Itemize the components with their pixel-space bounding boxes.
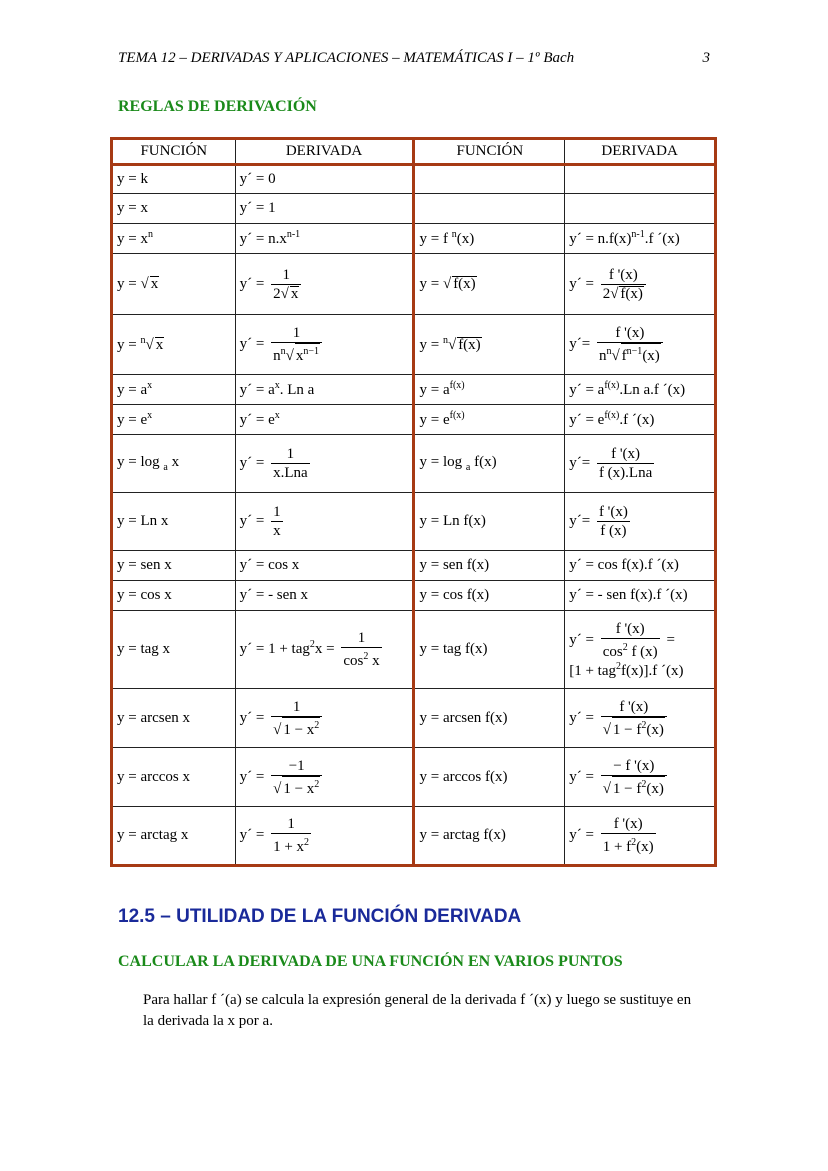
- cell-derivative: y´ = $\frac{f '(x)}{1 + f^2(x)}$: [565, 807, 716, 866]
- table-row: [112, 254, 716, 315]
- cell-function: y = arccos f(x): [414, 748, 565, 807]
- cell-derivative: y´ = - sen x: [235, 581, 414, 611]
- table-row: [112, 807, 716, 866]
- cell-derivative: y´ = 0: [235, 165, 414, 194]
- cell-derivative: y´ = $\frac{1}{2√ x}$: [235, 254, 414, 315]
- cell-function: y = cos x: [112, 581, 236, 611]
- cell-derivative: y´ = $\frac{1}{√ 1 - x^2}$: [235, 689, 414, 748]
- cell-function: [414, 194, 565, 224]
- cell-derivative: y´ = $\frac{1}{1 + x^2}$: [235, 807, 414, 866]
- table-header-row: [112, 139, 716, 165]
- cell-derivative: y´= $\frac{f '(x)}{n^n√ f^{n-1}(x)}$: [565, 315, 716, 375]
- cell-derivative: y´ = - sen f(x).f ´(x): [565, 581, 716, 611]
- cell-function: y = cos f(x): [414, 581, 565, 611]
- table-row: [112, 551, 716, 581]
- cell-function: y = Ln f(x): [414, 493, 565, 551]
- page-number: 3: [702, 50, 710, 66]
- cell-function: y = sen x: [112, 551, 236, 581]
- cell-function: [414, 165, 565, 194]
- cell-derivative: y´ = cos f(x).f ´(x): [565, 551, 716, 581]
- header-function-1: FUNCIÓN: [112, 139, 236, 165]
- table-row: [112, 689, 716, 748]
- cell-derivative: y´ = $e^{f(x)}.f$ ´(x): [565, 405, 716, 435]
- table-row: [112, 748, 716, 807]
- cell-function: y = arctag f(x): [414, 807, 565, 866]
- cell-function: y = k: [112, 165, 236, 194]
- table-row: [112, 581, 716, 611]
- cell-derivative: y´ = $\frac{f '(x)}{\cos^2 f (x)}$ = [1 + tag$^2$f(x)].f ´(x): [565, 611, 716, 689]
- cell-function: y = tag x: [112, 611, 236, 689]
- cell-derivative: y´ = $\frac{- f '(x)}{√ 1 - f^2(x)}$: [565, 748, 716, 807]
- subsection-heading: 12.5 – UTILIDAD DE LA FUNCIÓN DERIVADA: [118, 906, 522, 927]
- cell-function: y = arcsen f(x): [414, 689, 565, 748]
- cell-function: $y = e^x$: [112, 405, 236, 435]
- cell-derivative: [565, 194, 716, 224]
- cell-derivative: y´ = $\frac{f '(x)}{2√ f(x)}$: [565, 254, 716, 315]
- table-row: [112, 224, 716, 254]
- cell-derivative: y´ = $a^x$. Ln a: [235, 375, 414, 405]
- cell-function: $y = e^{f(x)}$: [414, 405, 565, 435]
- table-row: [112, 375, 716, 405]
- cell-derivative: y´ = $n.x^{n-1}$: [235, 224, 414, 254]
- header-derivative-1: DERIVADA: [235, 139, 414, 165]
- cell-derivative: y´ = $n.f(x)^{n-1}.f$ ´(x): [565, 224, 716, 254]
- header-title: TEMA 12 – DERIVADAS Y APLICACIONES – MATEMÁTICAS I – 1º Bach: [118, 50, 575, 66]
- table-row: [112, 194, 716, 224]
- cell-derivative: [565, 165, 716, 194]
- cell-function: y = sen f(x): [414, 551, 565, 581]
- cell-function: y = $^n$√ x: [112, 315, 236, 375]
- cell-function: y = arctag x: [112, 807, 236, 866]
- cell-derivative: y´ = 1 + tag$^2$x = $\frac{1}{\cos^2 x}$: [235, 611, 414, 689]
- body-paragraph: Para hallar f ´(a) se calcula la expresión general de la derivada f ´(x) y luego se sustituye en la derivada la x por a.: [143, 992, 692, 1029]
- cell-function: $y = a^x$: [112, 375, 236, 405]
- cell-derivative: y´ = $\frac{f '(x)}{√ 1 - f^2(x)}$: [565, 689, 716, 748]
- cell-derivative: y´ = $\frac{-1}{√ 1 - x^2}$: [235, 748, 414, 807]
- cell-derivative: y´ = $\frac{1}{n^n√ x^{n-1}}$: [235, 315, 414, 375]
- cell-derivative: y´ = $a^{f(x)}.Ln$ a.f ´(x): [565, 375, 716, 405]
- header-function-2: FUNCIÓN: [414, 139, 565, 165]
- cell-function: $y = a^{f(x)}$: [414, 375, 565, 405]
- table-row: [112, 611, 716, 689]
- table-row: [112, 165, 716, 194]
- cell-function: y = $^n$√ f(x): [414, 315, 565, 375]
- cell-derivative: y´ = cos x: [235, 551, 414, 581]
- header-derivative-2: DERIVADA: [565, 139, 716, 165]
- cell-function: y = f $^n$(x): [414, 224, 565, 254]
- derivation-rules-table: [110, 137, 717, 867]
- table-row: [112, 405, 716, 435]
- cell-function: y = arcsen x: [112, 689, 236, 748]
- section-title: REGLAS DE DERIVACIÓN: [118, 98, 317, 115]
- cell-derivative: y´= $\frac{f '(x)}{\text{f (x).Lna}}$: [565, 435, 716, 493]
- subsubsection-heading: CALCULAR LA DERIVADA DE UNA FUNCIÓN EN VARIOS PUNTOS: [118, 953, 623, 970]
- cell-derivative: y´ = $\frac{1}{x}$: [235, 493, 414, 551]
- cell-derivative: y´ = $\frac{1}{\text{x.Lna}}$: [235, 435, 414, 493]
- cell-function: y = arccos x: [112, 748, 236, 807]
- cell-derivative: y´ = 1: [235, 194, 414, 224]
- cell-function: y = √ f(x): [414, 254, 565, 315]
- table-row: [112, 435, 716, 493]
- cell-function: $y = x^n$: [112, 224, 236, 254]
- cell-function: y = √ x: [112, 254, 236, 315]
- cell-function: y = log $_a$ x: [112, 435, 236, 493]
- table-row: [112, 315, 716, 375]
- cell-derivative: y´ = $e^x$: [235, 405, 414, 435]
- cell-derivative: y´= $\frac{f '(x)}{f (x)}$: [565, 493, 716, 551]
- page-header: [118, 50, 710, 67]
- cell-function: y = x: [112, 194, 236, 224]
- table-row: [112, 493, 716, 551]
- cell-function: y = tag f(x): [414, 611, 565, 689]
- cell-function: y = Ln x: [112, 493, 236, 551]
- cell-function: y = log $_a$ f(x): [414, 435, 565, 493]
